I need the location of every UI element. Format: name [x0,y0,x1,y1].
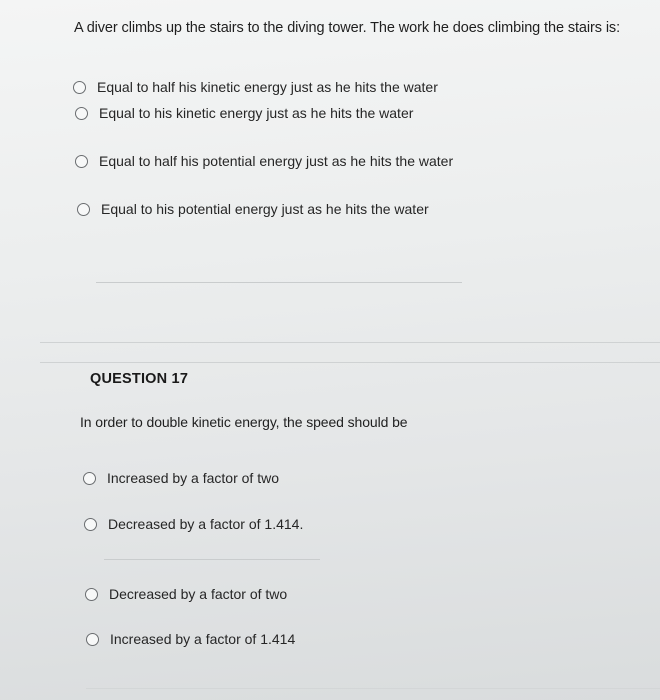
section-divider-top [40,342,660,343]
question-16-prompt: A diver climbs up the stairs to the diving tower. The work he does climbing the stairs is: [74,20,621,36]
q16-option-3-label: Equal to half his potential energy just as he hits the water [99,153,454,169]
q17-option-3[interactable] [85,586,287,602]
section-divider-bottom [40,362,660,363]
q16-option-3[interactable] [75,153,453,169]
q17-option-4[interactable] [86,631,295,647]
radio-button-icon[interactable] [83,472,96,485]
q17-option-2[interactable] [84,516,303,532]
radio-button-icon[interactable] [73,81,86,94]
q17-option-3-label: Decreased by a factor of two [109,586,288,602]
q17-option-1[interactable] [83,470,279,486]
answer-divider [96,282,462,283]
radio-button-icon[interactable] [77,203,90,216]
q16-option-1-label: Equal to half his kinetic energy just as he hits the water [97,79,438,95]
q17-option-1-label: Increased by a factor of two [107,470,279,486]
q16-option-2[interactable] [75,105,413,121]
q16-option-4[interactable] [77,201,429,217]
radio-button-icon[interactable] [84,518,97,531]
question-17-heading: QUESTION 17 [90,371,189,387]
answer-divider-2 [104,559,320,560]
q17-option-4-label: Increased by a factor of 1.414 [110,631,296,647]
radio-button-icon[interactable] [86,633,99,646]
question-17-prompt: In order to double kinetic energy, the speed should be [80,414,408,430]
radio-button-icon[interactable] [75,155,88,168]
radio-button-icon[interactable] [85,588,98,601]
q17-option-2-label: Decreased by a factor of 1.414. [108,516,304,532]
radio-button-icon[interactable] [75,107,88,120]
q16-option-4-label: Equal to his potential energy just as he hits the water [101,201,429,217]
q16-option-1[interactable] [73,79,438,95]
bottom-divider [86,688,660,689]
q16-option-2-label: Equal to his kinetic energy just as he hits the water [99,105,414,121]
